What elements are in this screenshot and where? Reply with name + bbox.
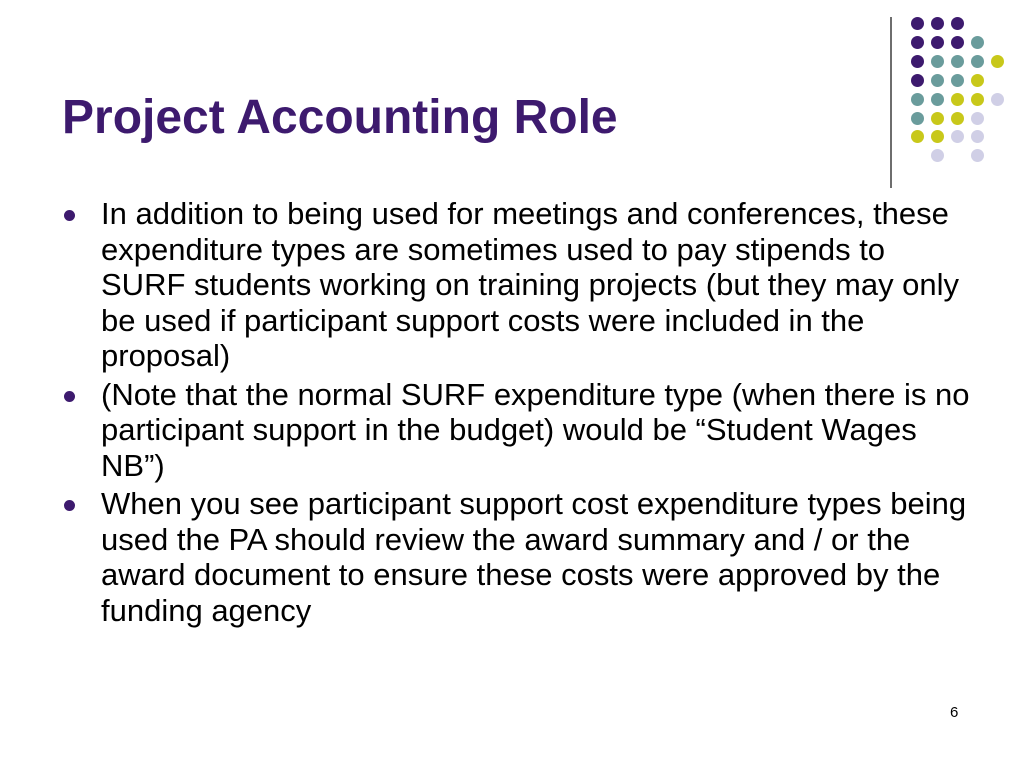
bullet-dot-icon (64, 500, 75, 511)
bullet-text: In addition to being used for meetings and conferences, these expenditure types are sometimes used to pay stipends to SURF students working on training projects (but they may only be used if participant support costs were included in the proposal) (101, 196, 960, 373)
decor-dot (951, 130, 964, 143)
decor-dot (971, 36, 984, 49)
decor-dot (931, 149, 944, 162)
bullet-item (64, 377, 974, 484)
decor-dot (911, 17, 924, 30)
bullet-text: When you see participant support cost expenditure types being used the PA should review the award summary and / or the award document to ensure these costs were approved by the funding agency (101, 486, 967, 628)
decor-dot (991, 93, 1004, 106)
decor-dot (911, 36, 924, 49)
decor-dot (951, 74, 964, 87)
decor-dot (971, 55, 984, 68)
decor-dot (931, 112, 944, 125)
decor-dot (951, 36, 964, 49)
bullet-item (64, 196, 974, 374)
decor-dot (931, 36, 944, 49)
decor-dot (951, 17, 964, 30)
bullet-text: (Note that the normal SURF expenditure type (when there is no participant support in the budget) would be “Student Wages NB”) (101, 376, 970, 483)
decor-dot (951, 55, 964, 68)
decor-dot (991, 55, 1004, 68)
bullet-dot-icon (64, 391, 75, 402)
decor-dot (931, 130, 944, 143)
decor-dot (951, 112, 964, 125)
decor-dot (911, 74, 924, 87)
decor-dot (931, 93, 944, 106)
decor-dot (951, 93, 964, 106)
decor-dot (971, 93, 984, 106)
page-number: 6 (950, 704, 959, 721)
bullet-list (64, 196, 974, 631)
decor-dot (911, 55, 924, 68)
decor-dot (931, 74, 944, 87)
decor-dot (931, 17, 944, 30)
decor-dot (971, 74, 984, 87)
bullet-dot-icon (64, 210, 75, 221)
decor-dot (911, 130, 924, 143)
decor-dot (911, 93, 924, 106)
decor-dot (971, 149, 984, 162)
decorative-dot-grid (0, 0, 1024, 200)
decor-dot (911, 112, 924, 125)
decor-dot (931, 55, 944, 68)
bullet-item (64, 486, 974, 628)
decor-dot (971, 130, 984, 143)
decor-dot (971, 112, 984, 125)
slide-title: Project Accounting Role (62, 91, 618, 144)
